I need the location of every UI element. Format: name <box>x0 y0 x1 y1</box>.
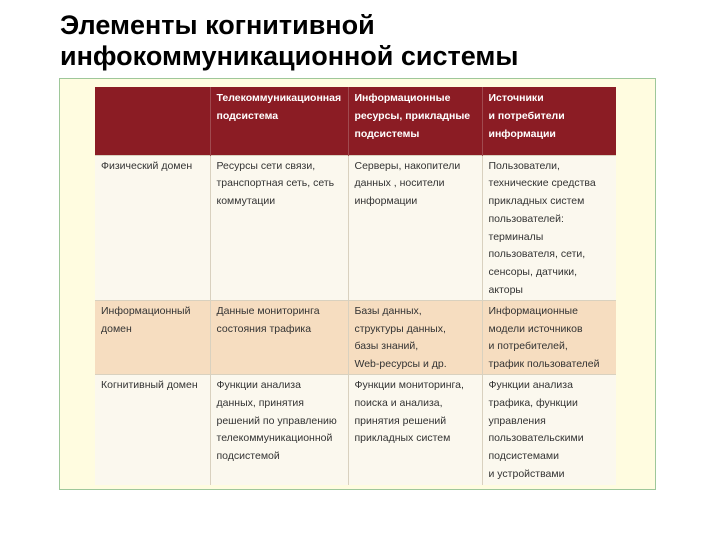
header-sources <box>482 87 616 155</box>
table-row-physical <box>95 155 616 300</box>
table-row-info <box>95 300 616 374</box>
slide-title <box>60 10 680 72</box>
header-sources-label: Источники и потребители информации <box>488 92 565 140</box>
table-header-row <box>95 87 616 155</box>
cell-sources: Информационные модели источников и потребителей, трафик пользователей <box>482 300 616 374</box>
table-row-cognitive <box>95 375 616 485</box>
header-corner <box>95 87 210 155</box>
header-resources-label: Информационные ресурсы, прикладные подсистемы <box>354 92 471 140</box>
slide-title-line-1: Элементы когнитивной <box>60 10 375 40</box>
cell-sources: Пользователи, технические средства прикладных систем пользователей: терминалы пользователя, сети, сенсоры, датчики, акторы <box>482 155 616 300</box>
cell-domain: Информационный домен <box>95 300 210 374</box>
cell-telecom: Ресурсы сети связи, транспортная сеть, сеть коммутации <box>210 155 348 300</box>
cell-telecom: Функции анализа данных, принятия решений по управлению телекоммуникационной подсистемой <box>210 375 348 485</box>
header-resources <box>348 87 482 155</box>
cell-resources: Базы данных, структуры данных, базы знаний, Web-ресурсы и др. <box>348 300 482 374</box>
cell-telecom: Данные мониторинга состояния трафика <box>210 300 348 374</box>
cell-domain: Физический домен <box>95 155 210 300</box>
header-telecom-label: Телекоммуникационная подсистема <box>216 92 342 122</box>
header-telecom <box>210 87 348 155</box>
slide-title-line-2: инфокоммуникационной системы <box>60 41 519 71</box>
cell-resources: Серверы, накопители данных , носители информации <box>348 155 482 300</box>
cell-domain: Когнитивный домен <box>95 375 210 485</box>
cell-resources: Функции мониторинга, поиска и анализа, принятия решений прикладных систем <box>348 375 482 485</box>
cell-sources: Функции анализа трафика, функции управления пользовательскими подсистемами и устройствами <box>482 375 616 485</box>
domain-table <box>95 87 616 485</box>
